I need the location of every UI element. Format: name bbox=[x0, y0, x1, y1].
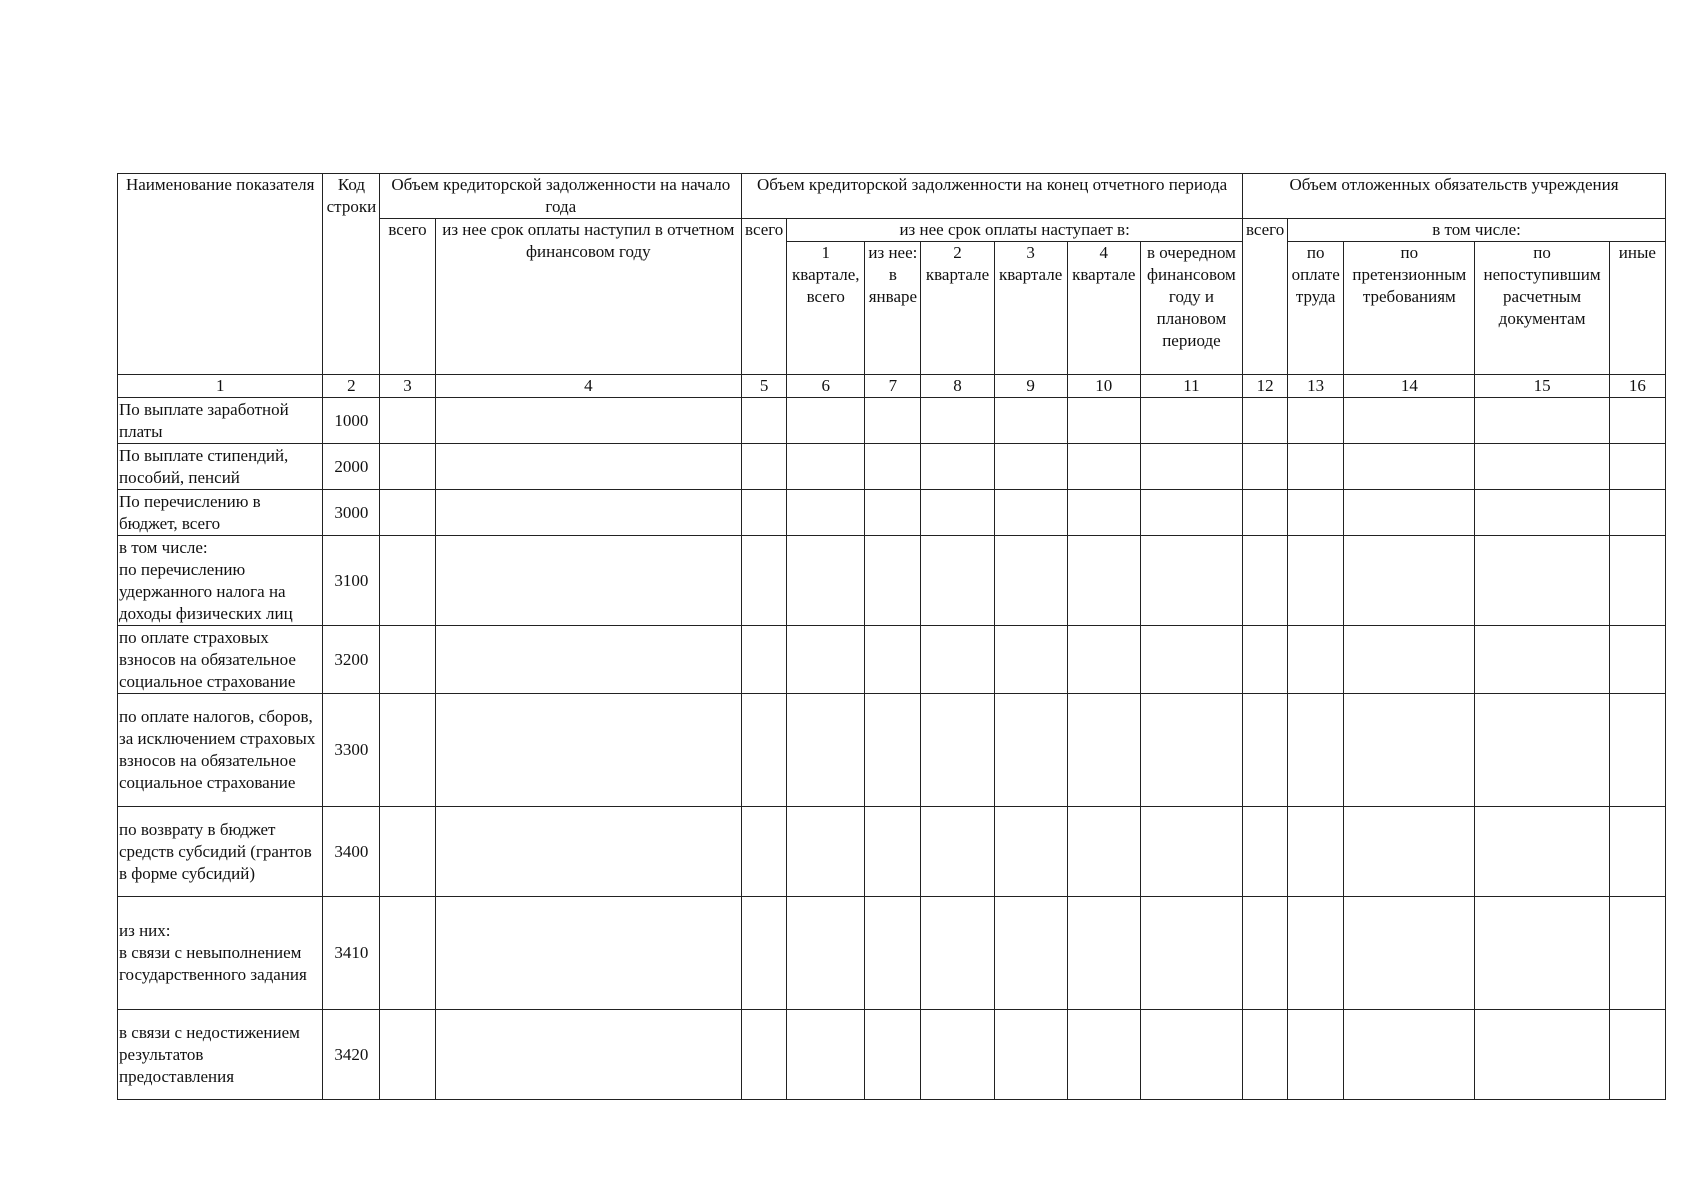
value-cell[interactable] bbox=[380, 694, 435, 807]
value-cell[interactable] bbox=[1609, 807, 1665, 897]
value-cell[interactable] bbox=[1067, 444, 1140, 490]
value-cell[interactable] bbox=[865, 398, 921, 444]
value-cell[interactable] bbox=[1140, 1010, 1242, 1100]
row-indicator-name: По выплате заработной платы bbox=[118, 398, 323, 444]
value-cell[interactable] bbox=[380, 444, 435, 490]
value-cell[interactable] bbox=[380, 807, 435, 897]
table-row bbox=[118, 444, 1666, 490]
column-number-row bbox=[118, 375, 1666, 398]
row-indicator-name: по возврату в бюджет средств субсидий (грантов в форме субсидий) bbox=[118, 807, 323, 897]
column-number: 16 bbox=[1609, 375, 1665, 398]
value-cell[interactable] bbox=[994, 444, 1067, 490]
row-line-code: 1000 bbox=[323, 398, 380, 444]
header-group-end-period: Объем кредиторской задолженности на конец отчетного периода bbox=[742, 174, 1243, 219]
value-cell[interactable] bbox=[380, 398, 435, 444]
header-group-deferred: Объем отложенных обязательств учреждения bbox=[1243, 174, 1666, 219]
value-cell[interactable] bbox=[921, 536, 994, 626]
value-cell[interactable] bbox=[1243, 1010, 1288, 1100]
value-cell[interactable] bbox=[1288, 626, 1344, 694]
value-cell[interactable] bbox=[435, 536, 742, 626]
value-cell[interactable] bbox=[742, 444, 787, 490]
value-cell[interactable] bbox=[994, 398, 1067, 444]
value-cell[interactable] bbox=[380, 1010, 435, 1100]
value-cell[interactable] bbox=[921, 807, 994, 897]
header-line-code: Код строки bbox=[323, 174, 380, 375]
value-cell[interactable] bbox=[787, 398, 865, 444]
value-cell[interactable] bbox=[1609, 536, 1665, 626]
column-number: 14 bbox=[1344, 375, 1475, 398]
value-cell[interactable] bbox=[1067, 897, 1140, 1010]
value-cell[interactable] bbox=[1344, 807, 1475, 897]
column-number: 4 bbox=[435, 375, 742, 398]
value-cell[interactable] bbox=[742, 694, 787, 807]
column-number: 15 bbox=[1475, 375, 1609, 398]
header-end-due-in: из нее срок оплаты наступает в: bbox=[787, 219, 1243, 242]
row-line-code: 3420 bbox=[323, 1010, 380, 1100]
value-cell[interactable] bbox=[921, 897, 994, 1010]
value-cell[interactable] bbox=[921, 444, 994, 490]
value-cell[interactable] bbox=[1475, 490, 1609, 536]
column-number: 6 bbox=[787, 375, 865, 398]
row-indicator-name: в связи с недостижением результатов предоставления bbox=[118, 1010, 323, 1100]
value-cell[interactable] bbox=[921, 398, 994, 444]
header-end-total: всего bbox=[742, 219, 787, 375]
header-q4: 4 квартале bbox=[1067, 242, 1140, 375]
value-cell[interactable] bbox=[742, 626, 787, 694]
value-cell[interactable] bbox=[1243, 626, 1288, 694]
column-number: 8 bbox=[921, 375, 994, 398]
value-cell[interactable] bbox=[787, 1010, 865, 1100]
value-cell[interactable] bbox=[1475, 626, 1609, 694]
row-line-code: 3200 bbox=[323, 626, 380, 694]
value-cell[interactable] bbox=[994, 626, 1067, 694]
value-cell[interactable] bbox=[435, 398, 742, 444]
value-cell[interactable] bbox=[787, 444, 865, 490]
value-cell[interactable] bbox=[1609, 626, 1665, 694]
value-cell[interactable] bbox=[1475, 1010, 1609, 1100]
row-indicator-name: по оплате налогов, сборов, за исключением страховых взносов на обязательное социальное страхование bbox=[118, 694, 323, 807]
value-cell[interactable] bbox=[1243, 444, 1288, 490]
header-row-1 bbox=[118, 174, 1666, 219]
value-cell[interactable] bbox=[742, 807, 787, 897]
value-cell[interactable] bbox=[1067, 626, 1140, 694]
value-cell[interactable] bbox=[1288, 897, 1344, 1010]
value-cell[interactable] bbox=[1288, 490, 1344, 536]
value-cell[interactable] bbox=[1288, 694, 1344, 807]
value-cell[interactable] bbox=[1475, 398, 1609, 444]
value-cell[interactable] bbox=[994, 536, 1067, 626]
value-cell[interactable] bbox=[994, 1010, 1067, 1100]
value-cell[interactable] bbox=[1344, 694, 1475, 807]
column-number: 2 bbox=[323, 375, 380, 398]
value-cell[interactable] bbox=[1475, 694, 1609, 807]
value-cell[interactable] bbox=[1067, 490, 1140, 536]
column-number: 3 bbox=[380, 375, 435, 398]
table-row bbox=[118, 897, 1666, 1010]
value-cell[interactable] bbox=[865, 444, 921, 490]
value-cell[interactable] bbox=[787, 536, 865, 626]
row-line-code: 2000 bbox=[323, 444, 380, 490]
value-cell[interactable] bbox=[787, 807, 865, 897]
header-q1-total: 1 квартале, всего bbox=[787, 242, 865, 375]
value-cell[interactable] bbox=[994, 694, 1067, 807]
value-cell[interactable] bbox=[435, 490, 742, 536]
value-cell[interactable] bbox=[380, 490, 435, 536]
value-cell[interactable] bbox=[1475, 897, 1609, 1010]
value-cell[interactable] bbox=[1344, 536, 1475, 626]
value-cell[interactable] bbox=[1140, 807, 1242, 897]
value-cell[interactable] bbox=[787, 897, 865, 1010]
row-line-code: 3300 bbox=[323, 694, 380, 807]
value-cell[interactable] bbox=[1288, 536, 1344, 626]
value-cell[interactable] bbox=[435, 1010, 742, 1100]
value-cell[interactable] bbox=[865, 694, 921, 807]
row-indicator-name: в том числе: по перечислению удержанного налога на доходы физических лиц bbox=[118, 536, 323, 626]
value-cell[interactable] bbox=[865, 626, 921, 694]
value-cell[interactable] bbox=[1609, 1010, 1665, 1100]
value-cell[interactable] bbox=[1288, 807, 1344, 897]
value-cell[interactable] bbox=[1475, 536, 1609, 626]
payables-report-table bbox=[117, 173, 1666, 1100]
column-number: 1 bbox=[118, 375, 323, 398]
value-cell[interactable] bbox=[787, 490, 865, 536]
header-deferred-documents: по непоступившим расчетным документам bbox=[1475, 242, 1609, 375]
header-deferred-including: в том числе: bbox=[1288, 219, 1666, 242]
value-cell[interactable] bbox=[1067, 398, 1140, 444]
value-cell[interactable] bbox=[787, 626, 865, 694]
value-cell[interactable] bbox=[921, 694, 994, 807]
value-cell[interactable] bbox=[435, 444, 742, 490]
value-cell[interactable] bbox=[742, 490, 787, 536]
value-cell[interactable] bbox=[994, 490, 1067, 536]
header-q1-january: из нее: в январе bbox=[865, 242, 921, 375]
column-number: 11 bbox=[1140, 375, 1242, 398]
value-cell[interactable] bbox=[1243, 490, 1288, 536]
column-number: 10 bbox=[1067, 375, 1140, 398]
value-cell[interactable] bbox=[1344, 626, 1475, 694]
row-line-code: 3000 bbox=[323, 490, 380, 536]
value-cell[interactable] bbox=[1288, 1010, 1344, 1100]
value-cell[interactable] bbox=[1344, 897, 1475, 1010]
value-cell[interactable] bbox=[435, 694, 742, 807]
table-row bbox=[118, 490, 1666, 536]
value-cell[interactable] bbox=[380, 536, 435, 626]
value-cell[interactable] bbox=[1140, 398, 1242, 444]
value-cell[interactable] bbox=[1475, 807, 1609, 897]
table-row bbox=[118, 1010, 1666, 1100]
value-cell[interactable] bbox=[1243, 398, 1288, 444]
row-line-code: 3410 bbox=[323, 897, 380, 1010]
value-cell[interactable] bbox=[1609, 398, 1665, 444]
value-cell[interactable] bbox=[865, 1010, 921, 1100]
header-q2: 2 квартале bbox=[921, 242, 994, 375]
header-q3: 3 квартале bbox=[994, 242, 1067, 375]
value-cell[interactable] bbox=[1067, 1010, 1140, 1100]
value-cell[interactable] bbox=[1140, 536, 1242, 626]
value-cell[interactable] bbox=[1140, 626, 1242, 694]
table-row bbox=[118, 807, 1666, 897]
row-indicator-name: из них: в связи с невыполнением государственного задания bbox=[118, 897, 323, 1010]
header-indicator-name: Наименование показателя bbox=[118, 174, 323, 375]
value-cell[interactable] bbox=[742, 536, 787, 626]
value-cell[interactable] bbox=[1288, 444, 1344, 490]
value-cell[interactable] bbox=[865, 490, 921, 536]
row-line-code: 3100 bbox=[323, 536, 380, 626]
value-cell[interactable] bbox=[921, 626, 994, 694]
value-cell[interactable] bbox=[435, 897, 742, 1010]
value-cell[interactable] bbox=[921, 490, 994, 536]
value-cell[interactable] bbox=[1609, 490, 1665, 536]
value-cell[interactable] bbox=[865, 536, 921, 626]
value-cell[interactable] bbox=[787, 694, 865, 807]
table-row bbox=[118, 536, 1666, 626]
value-cell[interactable] bbox=[1288, 398, 1344, 444]
table-row bbox=[118, 694, 1666, 807]
value-cell[interactable] bbox=[1140, 694, 1242, 807]
header-deferred-total: всего bbox=[1243, 219, 1288, 375]
column-number: 13 bbox=[1288, 375, 1344, 398]
column-number: 7 bbox=[865, 375, 921, 398]
table-row bbox=[118, 398, 1666, 444]
value-cell[interactable] bbox=[380, 626, 435, 694]
value-cell[interactable] bbox=[380, 897, 435, 1010]
table-row bbox=[118, 626, 1666, 694]
value-cell[interactable] bbox=[1067, 694, 1140, 807]
value-cell[interactable] bbox=[994, 807, 1067, 897]
value-cell[interactable] bbox=[742, 398, 787, 444]
value-cell[interactable] bbox=[435, 626, 742, 694]
header-begin-total: всего bbox=[380, 219, 435, 375]
row-indicator-name: по оплате страховых взносов на обязательное социальное страхование bbox=[118, 626, 323, 694]
header-begin-due: из нее срок оплаты наступил в отчетном финансовом году bbox=[435, 219, 742, 375]
header-deferred-labor: по оплате труда bbox=[1288, 242, 1344, 375]
value-cell[interactable] bbox=[1140, 490, 1242, 536]
value-cell[interactable] bbox=[921, 1010, 994, 1100]
value-cell[interactable] bbox=[1140, 444, 1242, 490]
header-next-period: в очередном финансовом году и плановом периоде bbox=[1140, 242, 1242, 375]
value-cell[interactable] bbox=[865, 897, 921, 1010]
row-line-code: 3400 bbox=[323, 807, 380, 897]
value-cell[interactable] bbox=[865, 807, 921, 897]
column-number: 12 bbox=[1243, 375, 1288, 398]
value-cell[interactable] bbox=[742, 1010, 787, 1100]
header-deferred-other: иные bbox=[1609, 242, 1665, 375]
column-number: 5 bbox=[742, 375, 787, 398]
value-cell[interactable] bbox=[1243, 807, 1288, 897]
value-cell[interactable] bbox=[1243, 536, 1288, 626]
header-deferred-claims: по претензионным требованиям bbox=[1344, 242, 1475, 375]
value-cell[interactable] bbox=[1344, 490, 1475, 536]
value-cell[interactable] bbox=[1243, 897, 1288, 1010]
value-cell[interactable] bbox=[742, 897, 787, 1010]
value-cell[interactable] bbox=[1140, 897, 1242, 1010]
value-cell[interactable] bbox=[1243, 694, 1288, 807]
header-group-begin-year: Объем кредиторской задолженности на начало года bbox=[380, 174, 742, 219]
value-cell[interactable] bbox=[1609, 694, 1665, 807]
value-cell[interactable] bbox=[1067, 536, 1140, 626]
value-cell[interactable] bbox=[994, 897, 1067, 1010]
value-cell[interactable] bbox=[1344, 444, 1475, 490]
value-cell[interactable] bbox=[1609, 897, 1665, 1010]
value-cell[interactable] bbox=[1344, 398, 1475, 444]
value-cell[interactable] bbox=[435, 807, 742, 897]
value-cell[interactable] bbox=[1344, 1010, 1475, 1100]
row-indicator-name: По перечислению в бюджет, всего bbox=[118, 490, 323, 536]
column-number: 9 bbox=[994, 375, 1067, 398]
row-indicator-name: По выплате стипендий, пособий, пенсий bbox=[118, 444, 323, 490]
value-cell[interactable] bbox=[1609, 444, 1665, 490]
value-cell[interactable] bbox=[1475, 444, 1609, 490]
value-cell[interactable] bbox=[1067, 807, 1140, 897]
